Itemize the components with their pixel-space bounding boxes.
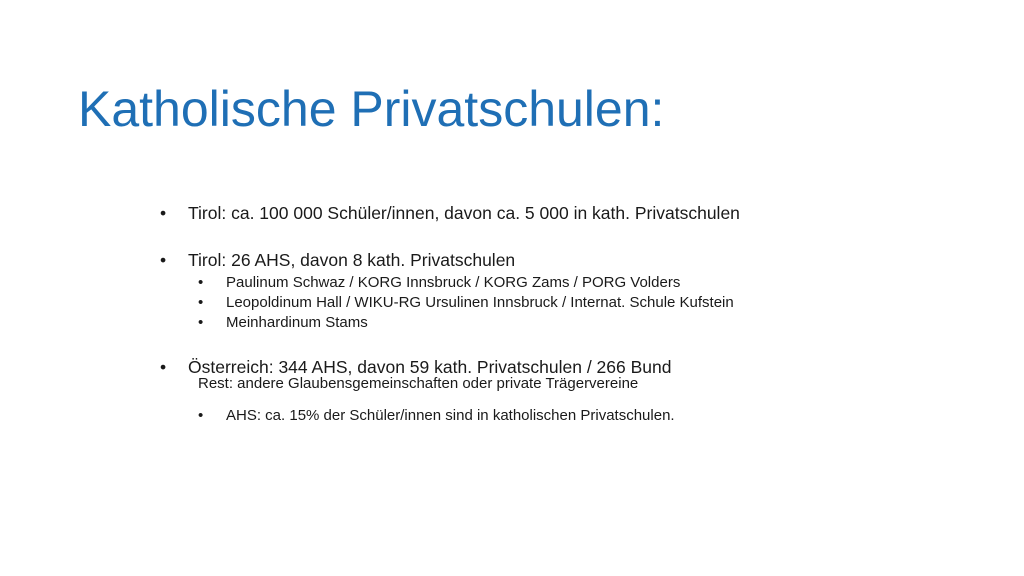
- bullet-note-rest: Rest: andere Glaubensgemeinschaften oder private Trägervereine: [198, 375, 639, 392]
- bullet-oesterreich-ahs: • Österreich: 344 AHS, davon 59 kath. Privatschulen / 266 Bund: [160, 354, 1000, 380]
- bullet-tirol-ahs: • Tirol: 26 AHS, davon 8 kath. Privatschulen: [160, 247, 1000, 273]
- slide-title: Katholische Privatschulen:: [78, 81, 665, 137]
- sub-bullet-schools-2: • Leopoldinum Hall / WIKU-RG Ursulinen Innsbruck / Internat. Schule Kufstein: [198, 293, 1000, 313]
- sub-bullet-schools-1: • Paulinum Schwaz / KORG Innsbruck / KORG Zams / PORG Volders: [198, 273, 1000, 293]
- bullet-list: [160, 200, 1000, 426]
- sub-bullet-ahs-share: • AHS: ca. 15% der Schüler/innen sind in katholischen Privatschulen.: [198, 406, 1000, 426]
- sub-bullet-schools-3: • Meinhardinum Stams: [198, 313, 1000, 333]
- bullet-tirol-students: • Tirol: ca. 100 000 Schüler/innen, davon ca. 5 000 in kath. Privatschulen: [160, 200, 1000, 226]
